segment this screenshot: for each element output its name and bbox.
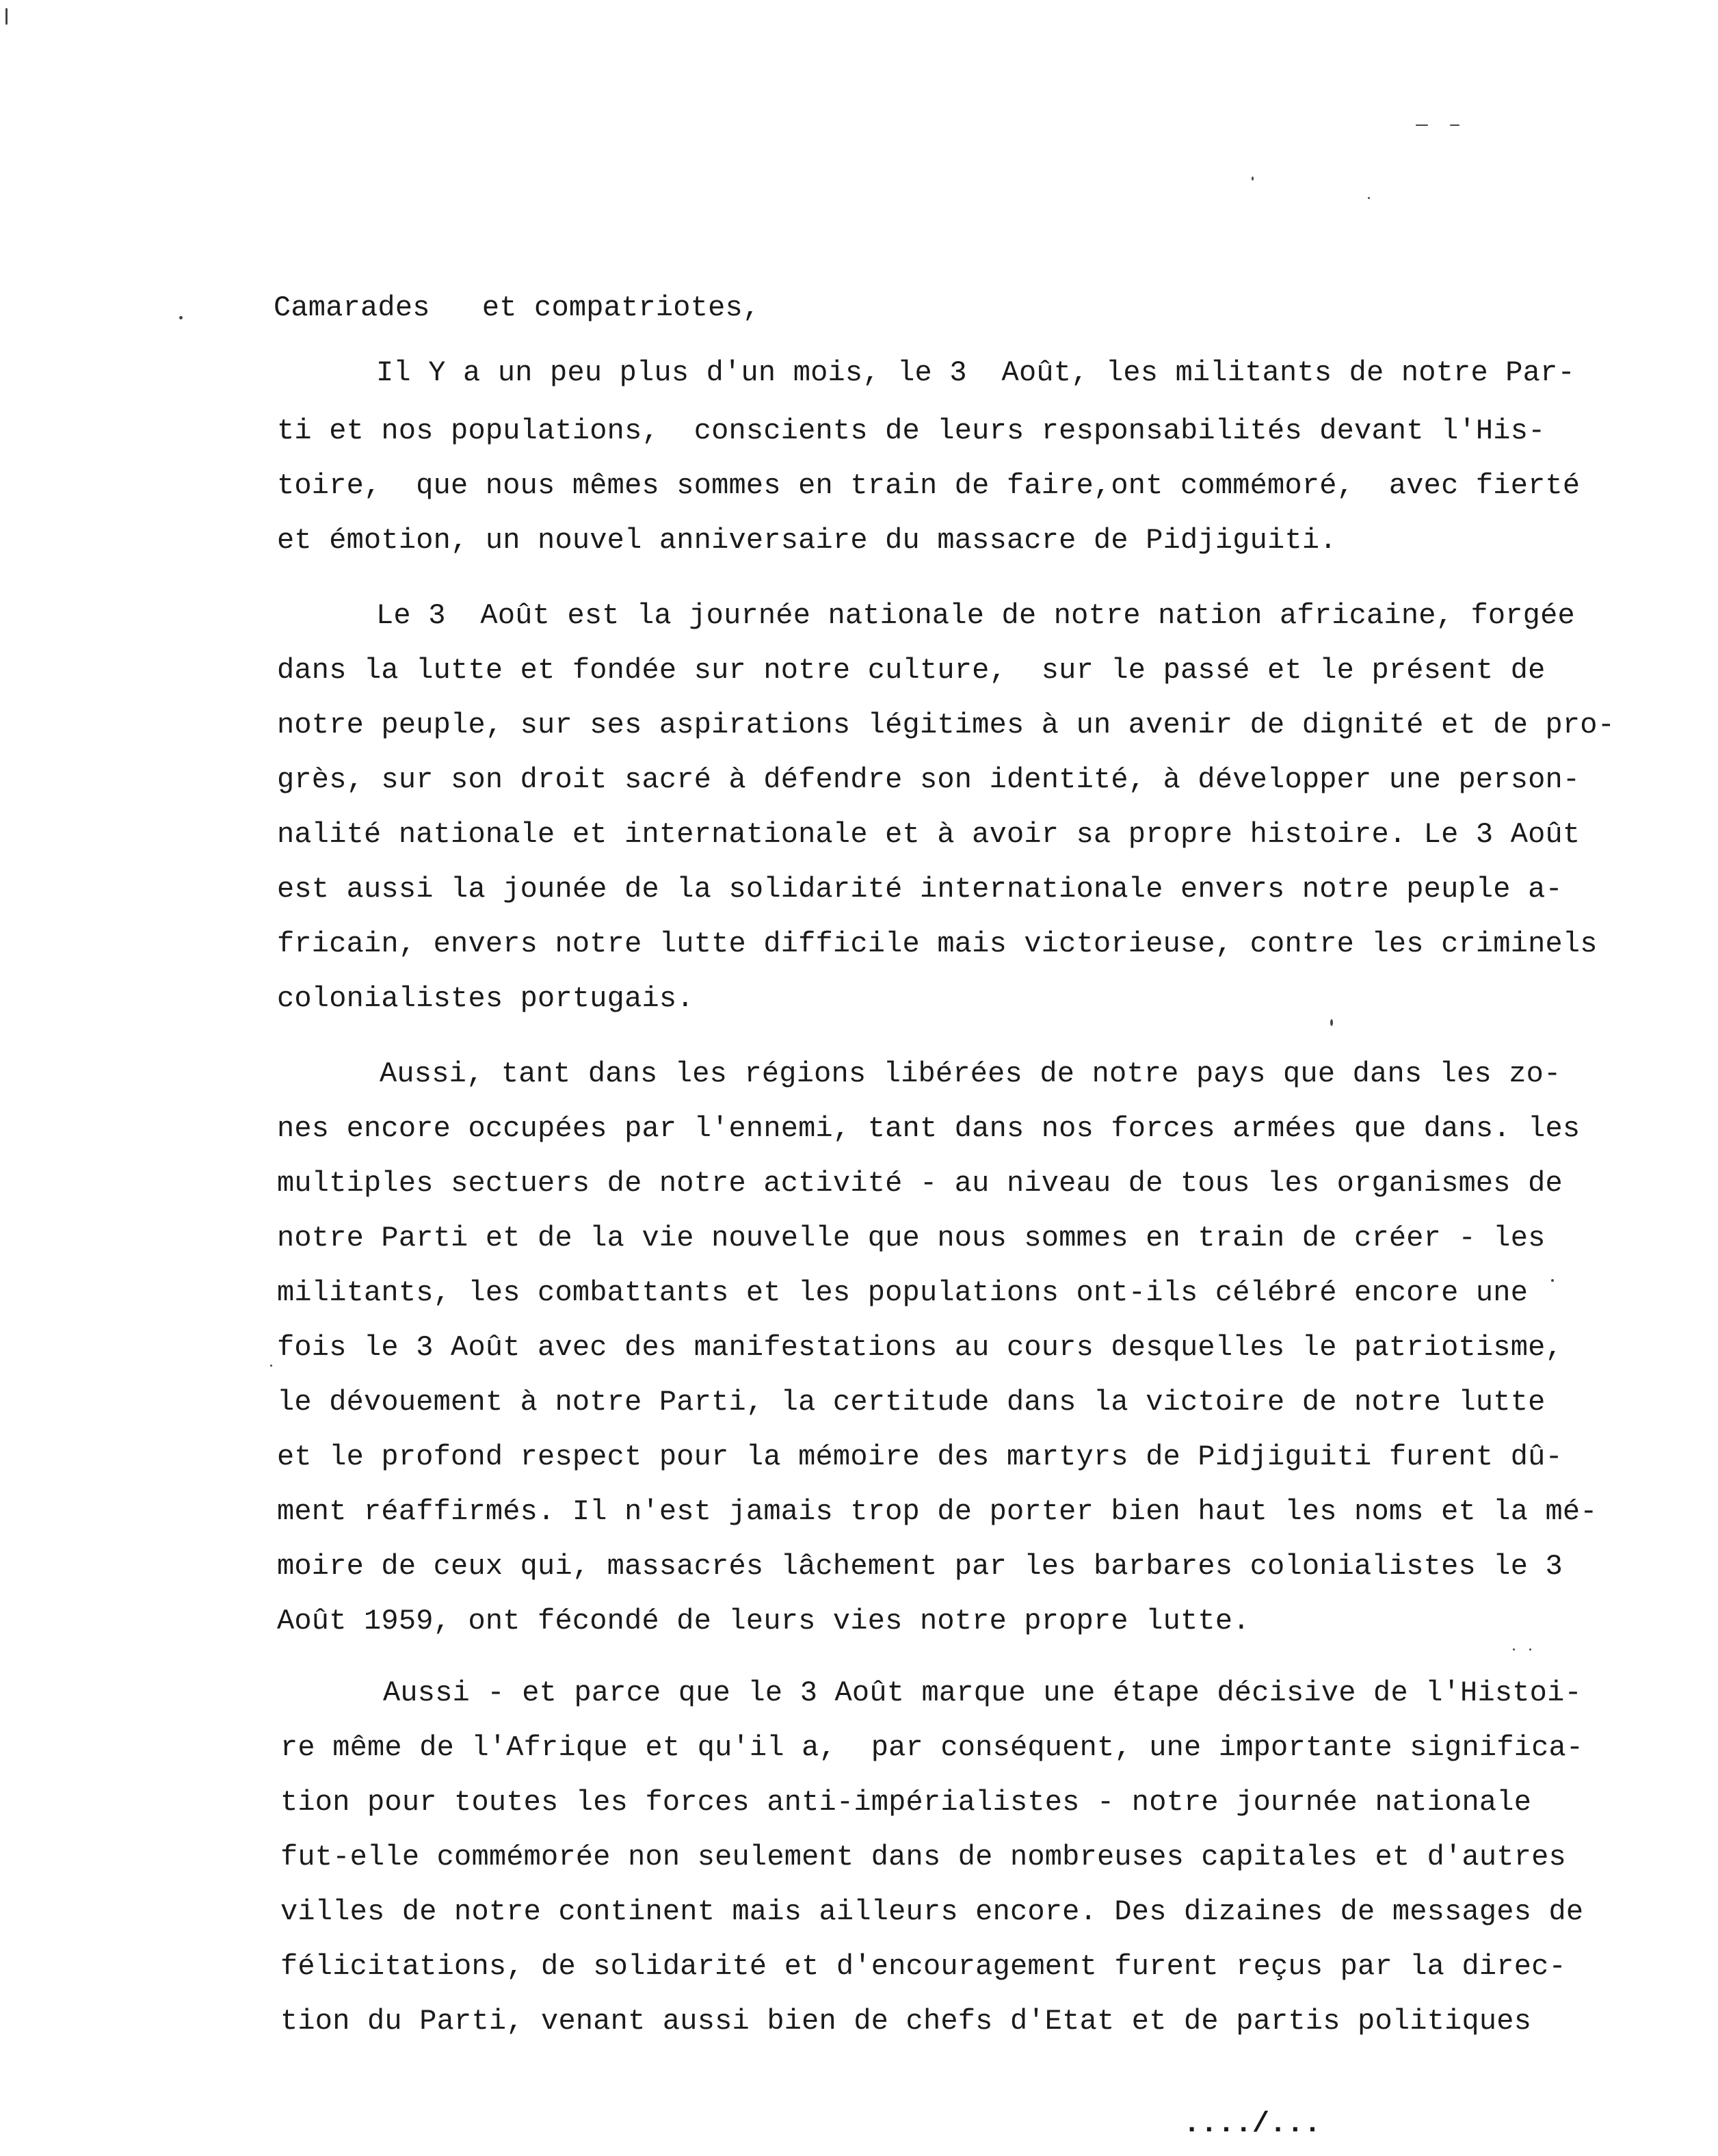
paragraph-3-line-9: ment réaffirmés. Il n'est jamais trop de porter bien haut les noms et la mé-	[277, 1495, 1598, 1528]
paragraph-1-line-2: ti et nos populations, conscients de leurs responsabilités devant l'His-	[277, 415, 1546, 447]
paragraph-1-line-4: et émotion, un nouvel anniversaire du massacre de Pidjiguiti.	[277, 524, 1337, 557]
salutation: Camarades et compatriotes,	[274, 291, 761, 324]
paragraph-3-line-5: militants, les combattants et les populations ont-ils célébré encore une	[277, 1276, 1529, 1309]
paragraph-4-line-6: félicitations, de solidarité et d'encouragement furent reçus par la direc-	[280, 1950, 1566, 1983]
paragraph-3-line-6: fois le 3 Août avec des manifestations au cours desquelles le patriotisme,	[277, 1331, 1563, 1364]
paragraph-3-line-8: et le profond respect pour la mémoire des martyrs de Pidjiguiti furent dû-	[277, 1441, 1563, 1473]
scan-speck	[1368, 197, 1370, 199]
paragraph-3-line-10: moire de ceux qui, massacrés lâchement par les barbares colonialistes le 3	[277, 1550, 1563, 1583]
paragraph-3-line-1: Aussi, tant dans les régions libérées de notre pays que dans les zo-	[380, 1057, 1561, 1090]
paragraph-3-line-4: notre Parti et de la vie nouvelle que nous sommes en train de créer - les	[277, 1222, 1546, 1254]
scan-speck	[1450, 124, 1459, 126]
paragraph-2-line-3: notre peuple, sur ses aspirations légitimes à un avenir de dignité et de pro-	[277, 709, 1615, 741]
scan-speck	[1513, 1648, 1515, 1651]
scan-speck	[179, 316, 183, 319]
paragraph-2-line-2: dans la lutte et fondée sur notre culture, sur le passé et le présent de	[277, 654, 1546, 687]
paragraph-4-line-1: Aussi - et parce que le 3 Août marque une étape décisive de l'Histoi-	[383, 1677, 1582, 1709]
scan-speck	[1416, 124, 1428, 126]
paragraph-3-line-7: le dévouement à notre Parti, la certitude dans la victoire de notre lutte	[277, 1386, 1546, 1419]
paragraph-3-line-11: Août 1959, ont fécondé de leurs vies notre propre lutte.	[277, 1605, 1250, 1638]
paragraph-4-line-2: re même de l'Afrique et qu'il a, par conséquent, une importante significa-	[280, 1731, 1584, 1764]
paragraph-2-line-1: Le 3 Août est la journée nationale de notre nation africaine, forgée	[376, 599, 1575, 632]
scan-speck	[1330, 1019, 1333, 1026]
continuation-mark: ..../...	[1183, 2107, 1321, 2140]
paragraph-3-line-3: multiples sectuers de notre activité - au niveau de tous les organismes de	[277, 1167, 1563, 1200]
scan-speck	[270, 1365, 272, 1367]
scan-speck	[1529, 1648, 1531, 1651]
paragraph-1-line-3: toire, que nous mêmes sommes en train de faire,ont commémoré, avec fierté	[277, 469, 1581, 502]
paragraph-2-line-6: est aussi la jounée de la solidarité internationale envers notre peuple a-	[277, 873, 1563, 906]
paragraph-4-line-7: tion du Parti, venant aussi bien de chefs d'Etat et de partis politiques	[280, 2005, 1532, 2038]
paragraph-2-line-4: grès, sur son droit sacré à défendre son identité, à développer une person-	[277, 763, 1581, 796]
scan-speck	[1551, 1279, 1554, 1282]
paragraph-3-line-2: nes encore occupées par l'ennemi, tant dans nos forces armées que dans. les	[277, 1112, 1581, 1145]
paragraph-4-line-5: villes de notre continent mais ailleurs encore. Des dizaines de messages de	[280, 1895, 1584, 1928]
scan-speck	[5, 8, 8, 25]
paragraph-2-line-7: fricain, envers notre lutte difficile mais victorieuse, contre les criminels	[277, 928, 1598, 960]
paragraph-2-line-8: colonialistes portugais.	[277, 982, 694, 1015]
paragraph-4-line-3: tion pour toutes les forces anti-impérialistes - notre journée nationale	[280, 1786, 1532, 1819]
paragraph-1-line-1: Il Y a un peu plus d'un mois, le 3 Août, les militants de notre Par-	[376, 356, 1575, 389]
scan-speck	[1252, 176, 1254, 181]
paragraph-4-line-4: fut-elle commémorée non seulement dans de nombreuses capitales et d'autres	[280, 1841, 1566, 1874]
paragraph-2-line-5: nalité nationale et internationale et à avoir sa propre histoire. Le 3 Août	[277, 818, 1581, 851]
